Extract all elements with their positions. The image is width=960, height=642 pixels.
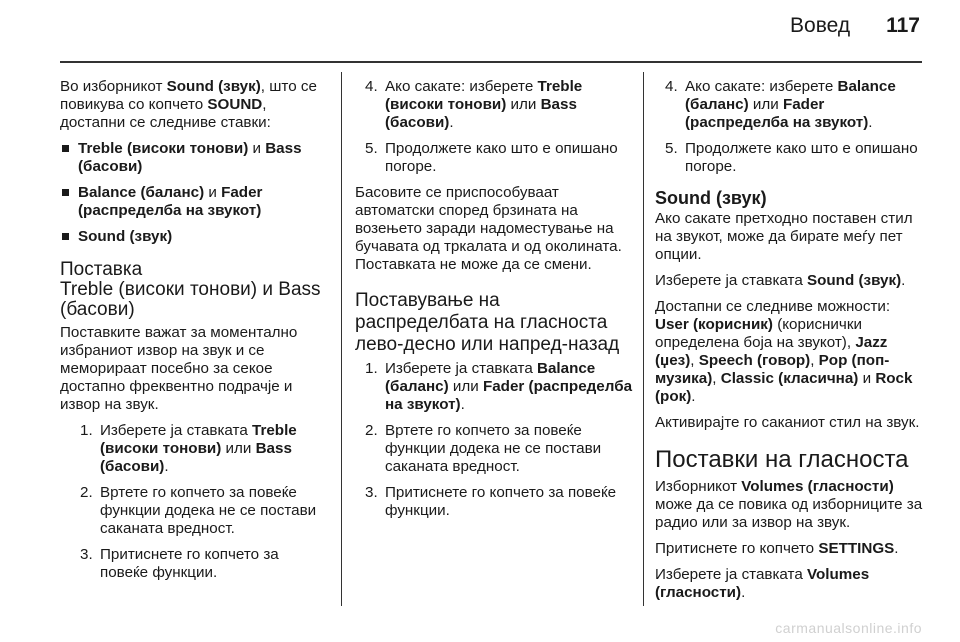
column-divider-1 xyxy=(341,72,342,606)
section-heading: Поставување на распределбата на гласноста лево-десно или напред-назад xyxy=(355,290,620,355)
column-2 xyxy=(355,78,633,528)
body-paragraph: Изберете ја ставката Sound (звук). xyxy=(655,272,906,289)
bullet-item: Treble (високи тонови) и Bass (басови) xyxy=(60,140,330,176)
body-paragraph: Активирајте го саканиот стил на звук. xyxy=(655,414,920,431)
step-item: 3. Притиснете го копчето за повеќе функции. xyxy=(80,546,279,581)
body-paragraph: Изберете ја ставката Volumes (гласности). xyxy=(655,566,870,601)
step-item: 3. Притиснете го копчето за повеќе функции. xyxy=(365,484,617,519)
section-heading: Sound (звук) xyxy=(655,188,767,208)
step-item: 5. Продолжете како што е опишано погоре. xyxy=(365,140,618,175)
step-item: 2. Вртете го копчето за повеќе функции додека не се постави саканата вредност. xyxy=(80,484,317,537)
step-item: 2. Вртете го копчето за повеќе функции додека не се постави саканата вредност. xyxy=(365,422,602,475)
section-heading: Поставка xyxy=(60,259,143,280)
step-item: 4. Ако сакате: изберете Treble (високи тонови) или Bass (басови). xyxy=(365,78,583,131)
step-item: 5. Продолжете како што е опишано погоре. xyxy=(665,140,918,175)
step-item: 4. Ако сакате: изберете Balance (баланс) или Fader (распределба на звукот). xyxy=(665,78,896,131)
step-item: 1. Изберете ја ставката Treble (високи тонови) или Bass (басови). xyxy=(80,422,297,475)
body-paragraph: Ако сакате претходно поставен стил на звукот, може да бирате меѓу пет опции. xyxy=(655,210,913,263)
body-paragraph: Изборникот Volumes (гласности) може да се повика од изборниците за радио или за извор на звук. xyxy=(655,478,923,531)
page-number: 117 xyxy=(886,14,920,37)
bullet-item: Sound (звук) xyxy=(60,228,330,246)
watermark: carmanualsonline.info xyxy=(775,620,922,636)
step-item: 1. Изберете ја ставката Balance (баланс) или Fader (распределба на звукот). xyxy=(365,360,633,413)
bullet-item: Balance (баланс) и Fader (распределба на звукот) xyxy=(60,184,330,220)
body-paragraph: Басовите се приспособуваат автоматски според брзината на возењето заради надоместување на бучавата од тркалата и од околината. Поставката не може да се смени. xyxy=(355,184,622,273)
column-1 xyxy=(60,78,330,590)
page-header xyxy=(790,14,920,54)
body-paragraph: Притиснете го копчето SETTINGS. xyxy=(655,540,899,557)
body-paragraph: Поставките важат за моментално избраниот извор на звук и се меморираат посебно за секое достапно фреквентно подрачје и извор на звук. xyxy=(60,324,298,413)
header-rule xyxy=(60,61,922,63)
page-title: Вовед xyxy=(790,14,851,37)
column-3 xyxy=(655,78,925,610)
body-paragraph: Достапни се следниве можности: User (корисник) (кориснички определена боја на звукот), Jazz (џез), Speech (говор), Pop (поп-музика), Classic (класична) и Rock (рок). xyxy=(655,298,913,405)
section-subheading: Treble (високи тонови) и Bass (басови) xyxy=(60,279,321,320)
chapter-heading: Поставки на гласноста xyxy=(655,446,909,473)
intro-paragraph: Во изборникот Sound (звук), што се повикува со копчето SOUND, достапни се следниве ставки: xyxy=(60,78,317,131)
column-divider-2 xyxy=(643,72,644,606)
